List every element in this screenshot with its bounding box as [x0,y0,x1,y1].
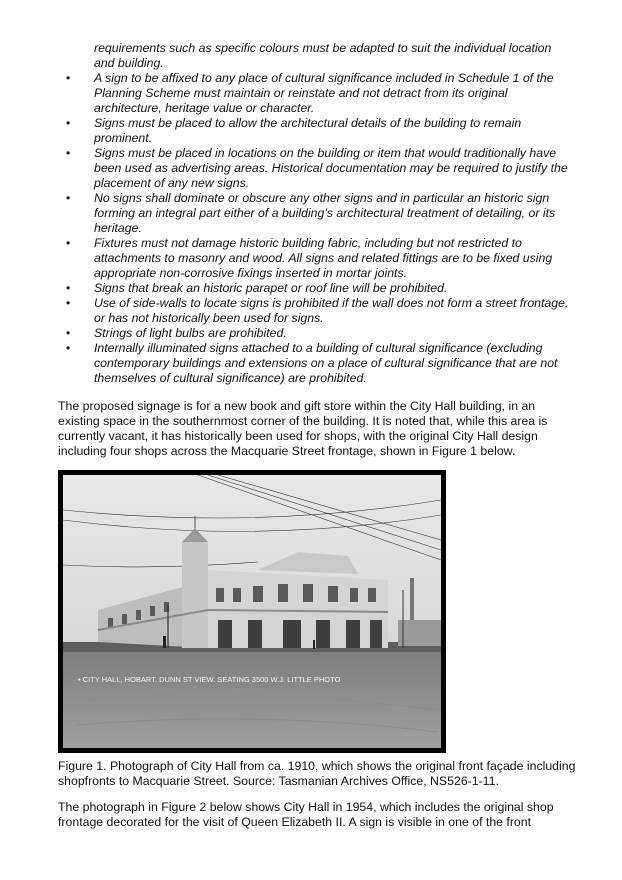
list-item-text: Fixtures must not damage historic building fabric, including but not restricted to attachments to masonry and wood. All signs and related fittings are to be fixed using appropriate non-corrosive fixings inserted in mortar joints. [94,236,553,280]
city-hall-photo [58,470,446,753]
list-item [62,281,572,296]
list-item [62,191,572,236]
list-item [62,326,572,341]
bullet-marker: • [66,281,71,295]
figure-1-photograph [58,470,446,753]
list-item-text: No signs shall dominate or obscure any other signs and in particular an historic sign forming an integral part either of a building’s architectural treatment of detailing, or its heritage. [94,191,556,235]
paragraph-figure-2-intro: The photograph in Figure 2 below shows City Hall in 1954, which includes the original shop frontage decorated for the visit of Queen Elizabeth II. A sign is visible in one of the front [58,800,554,829]
bullet-marker: • [66,326,71,340]
bullet-marker: • [66,71,71,85]
bullet-marker: • [66,341,71,355]
bullet-marker: • [66,296,71,310]
bullet-marker: • [66,116,71,130]
list-item-continuation [62,41,572,71]
list-item [62,71,572,116]
bullet-marker: • [66,191,71,205]
list-item-text: A sign to be affixed to any place of cultural significance included in Schedule 1 of the Planning Scheme must maintain or reinstate and not detract from its original architecture, heritage value or character. [94,71,554,115]
bullet-marker: • [66,146,71,160]
list-item-text: Internally illuminated signs attached to a building of cultural significance (excluding contemporary buildings and extensions on a place of cultural significance that are not themselves of cultural significance) are prohibited. [94,341,558,385]
paragraph-proposed-signage: The proposed signage is for a new book and gift store within the City Hall building, in an existing space in the southernmost corner of the building. It is noted that, while this area is currently vacant, it has historically been used for shops, with the original City Hall design including four shops across the Macquarie Street frontage, shown in Figure 1 below. [58,399,548,458]
list-item-text: Signs must be placed in locations on the building or item that would traditionally have been used as advertising areas. Historical documentation may be required to justify the placement of any new signs. [94,146,568,190]
list-item [62,146,572,191]
list-item-text: Strings of light bulbs are prohibited. [94,326,287,340]
list-item-text: Signs must be placed to allow the architectural details of the building to remain prominent. [94,116,522,145]
list-item-text: Use of side-walls to locate signs is prohibited if the wall does not form a street frontage, or has not historically been used for signs. [94,296,569,325]
photo-inscription: • CITY HALL, HOBART. DUNN ST VIEW. SEATING 3500 W.J. LITTLE PHOTO [78,675,341,684]
list-item [62,341,572,386]
figure-1-caption: Figure 1. Photograph of City Hall from ca. 1910, which shows the original front façade including shopfronts to Macquarie Street. Source: Tasmanian Archives Office, NS526-1-11. [58,759,576,788]
bullet-marker: • [66,236,71,250]
list-item-text: Signs that break an historic parapet or roof line will be prohibited. [94,281,448,295]
list-item [62,296,572,326]
signage-requirements-list [62,41,572,386]
list-item [62,116,572,146]
list-item [62,236,572,281]
list-item-text: requirements such as specific colours must be adapted to suit the individual location and building. [94,41,552,70]
